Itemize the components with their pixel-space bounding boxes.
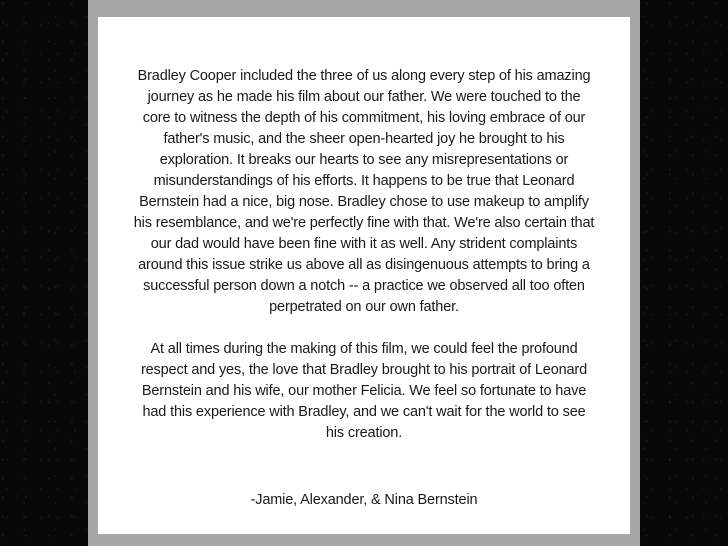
statement-body	[132, 66, 596, 444]
statement-frame	[88, 0, 640, 546]
statement-signature: -Jamie, Alexander, & Nina Bernstein	[250, 492, 478, 508]
statement-paragraph-2: At all times during the making of this film, we could feel the profound respect and yes, the love that Bradley brought to his portrait of Leonard Bernstein and his wife, our mother Felicia. We feel so fortunate to have had this experience with Bradley, and we can't wait for the world to see his creation.	[140, 341, 588, 441]
statement-sheet	[98, 17, 630, 534]
statement-paragraph-1: Bradley Cooper included the three of us along every step of his amazing journey as he made his film about our father. We were touched to the core to witness the depth of his commitment, his loving embrace of our father's music, and the sheer open-hearted joy he brought to his exploration. It breaks our hearts to see any misrepresentations or misunderstandings of his efforts. It happens to be true that Leonard Bernstein had a nice, big nose. Bradley chose to use makeup to amplify his resemblance, and we're perfectly fine with that. We're also certain that our dad would have been fine with it as well. Any strident complaints around this issue strike us above all as disingenuous attempts to bring a successful person down a notch -- a practice we observed all too often perpetrated on our own father.	[133, 68, 595, 315]
